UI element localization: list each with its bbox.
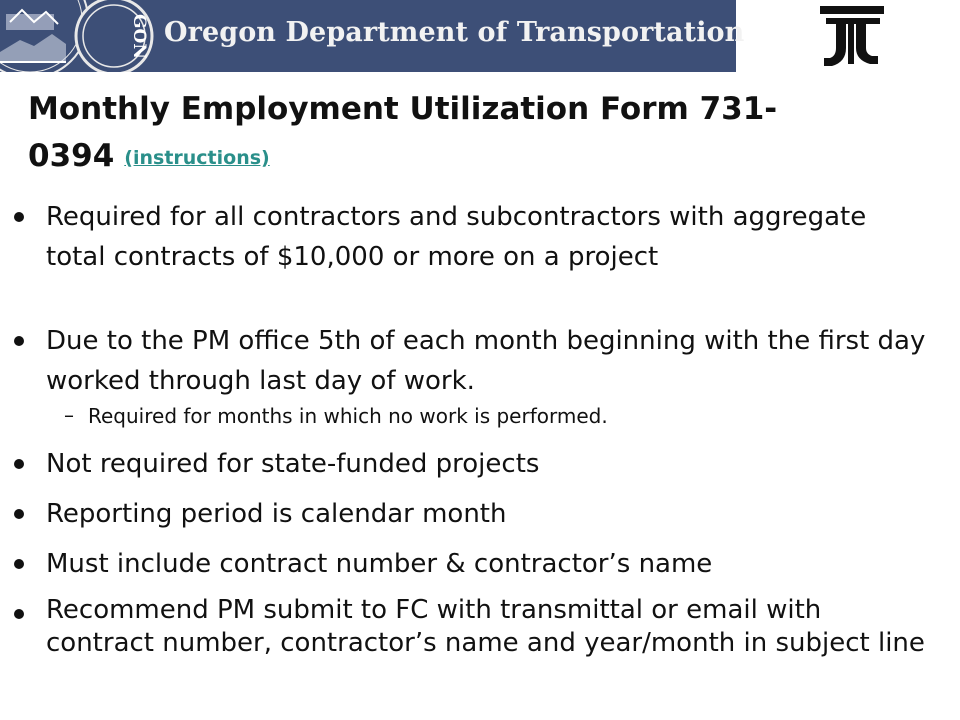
bullet-text: Reporting period is calendar month <box>46 499 507 529</box>
bullet-dot <box>14 336 24 346</box>
bullet-text: Due to the PM office 5th of each month beginning with the first day worked through last day of work. <box>46 326 926 396</box>
agency-name: Oregon Department of Transportation <box>164 17 745 48</box>
sub-bullet-text: Required for months in which no work is performed. <box>88 404 608 428</box>
bullet-dot <box>14 212 24 222</box>
bullet-text: Must include contract number & contractor’s name <box>46 549 713 579</box>
bullet-text: Required for all contractors and subcontractors with aggregate total contracts of $10,000 or more on a project <box>46 202 867 272</box>
bullet-text: Not required for state-funded projects <box>46 449 540 479</box>
bullet-dot <box>14 459 24 469</box>
instructions-link[interactable]: (instructions) <box>124 147 270 169</box>
bullet-text: Recommend PM submit to FC with transmittal or email with contract number, contractor’s name and year/month in subject line <box>46 595 925 658</box>
sub-bullet-dash: – <box>64 403 74 427</box>
title-text: Monthly Employment Utilization Form 731-0394 <box>28 91 778 174</box>
seal-text: GON <box>129 14 149 59</box>
bullet-dot <box>14 609 24 619</box>
bullet-dot <box>14 559 24 569</box>
bullet-dot <box>14 509 24 519</box>
